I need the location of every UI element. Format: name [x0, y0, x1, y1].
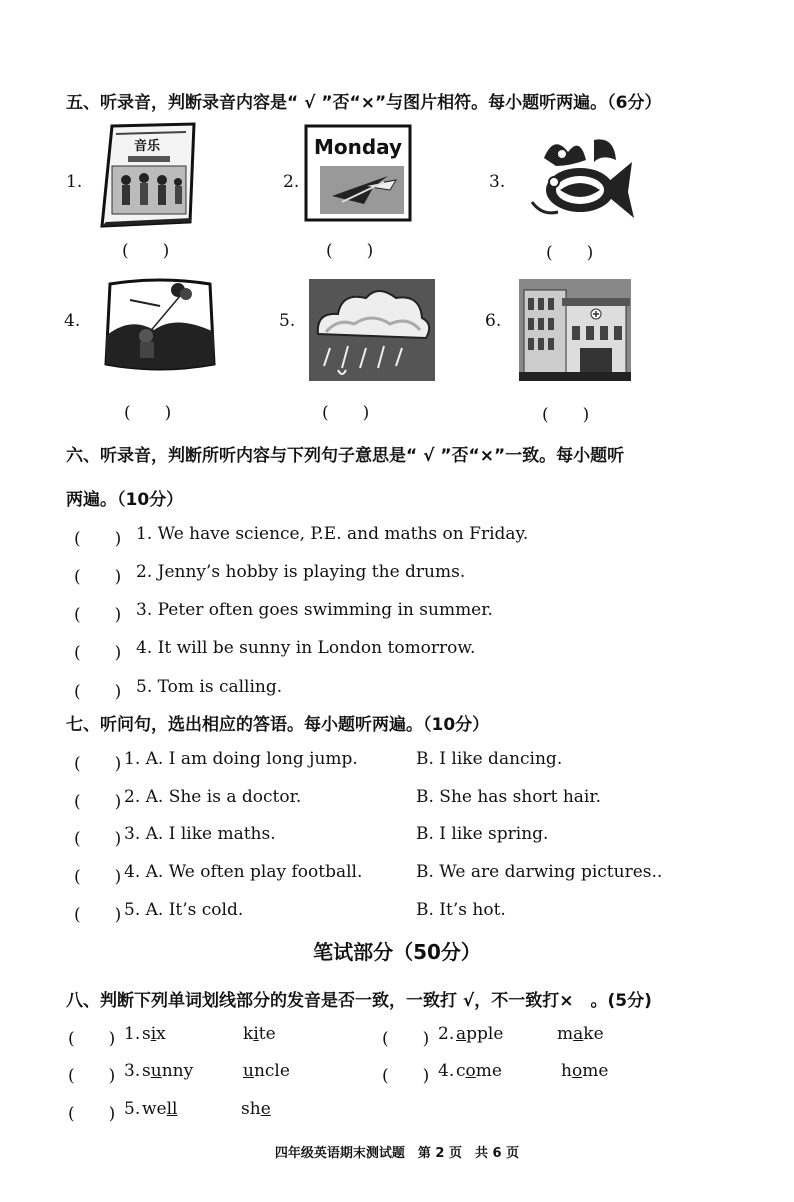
section6-title-line2: 两遍。（10分） — [66, 490, 184, 510]
answer-paren[interactable]: ( ) — [74, 829, 122, 849]
answer-paren[interactable]: ( ) — [546, 243, 594, 263]
answer-paren[interactable]: ( ) — [68, 1104, 116, 1124]
page-footer: 四年级英语期末测试题 第 2 页 共 6 页 — [274, 1146, 520, 1161]
answer-paren[interactable]: ( ) — [74, 754, 122, 774]
word: make — [557, 1024, 604, 1044]
word: well — [142, 1099, 178, 1119]
item-number: 5. — [279, 311, 296, 331]
section5-title: 五、听录音，判断录音内容是“ √ ”否“×”与图片相符。每小题听两遍。（6分） — [66, 93, 662, 113]
word: uncle — [243, 1061, 290, 1081]
answer-paren[interactable]: ( ) — [74, 792, 122, 812]
item-number: 2. — [283, 172, 300, 192]
answer-paren[interactable]: ( ) — [74, 643, 122, 663]
answer-paren[interactable]: ( ) — [322, 403, 370, 423]
option-b: B. She has short hair. — [416, 787, 602, 807]
answer-paren[interactable]: ( ) — [124, 403, 172, 423]
svg-text:音乐: 音乐 — [134, 139, 161, 154]
sentence: 3. Peter often goes swimming in summer. — [136, 600, 493, 620]
answer-paren[interactable]: ( ) — [74, 905, 122, 925]
item-number: 4. — [438, 1061, 455, 1081]
item-number: 5. — [124, 1099, 141, 1119]
answer-paren[interactable]: ( ) — [74, 567, 122, 587]
item-number: 4. — [64, 311, 81, 331]
item-number: 6. — [485, 311, 502, 331]
option-a: 4. A. We often play football. — [124, 862, 363, 882]
option-a: 1. A. I am doing long jump. — [124, 749, 358, 769]
sentence: 5. Tom is calling. — [136, 677, 283, 697]
item-number: 3. — [489, 172, 506, 192]
answer-paren[interactable]: ( ) — [68, 1029, 116, 1049]
option-a: 2. A. She is a doctor. — [124, 787, 302, 807]
answer-paren[interactable]: ( ) — [74, 867, 122, 887]
sentence: 1. We have science, P.E. and maths on Friday. — [136, 524, 529, 544]
option-b: B. It’s hot. — [416, 900, 506, 920]
rain-cloud-icon — [308, 278, 436, 386]
sentence: 4. It will be sunny in London tomorrow. — [136, 638, 476, 658]
item-number: 1. — [124, 1024, 141, 1044]
item-number: 3. — [124, 1061, 141, 1081]
option-a: 3. A. I like maths. — [124, 824, 276, 844]
sentence: 2. Jenny’s hobby is playing the drums. — [136, 562, 466, 582]
answer-paren[interactable]: ( ) — [326, 241, 374, 261]
section8-title: 八、判断下列单词划线部分的发音是否一致，一致打 √，不一致打× 。(5分) — [66, 991, 652, 1011]
section6-title-line1: 六、听录音，判断所听内容与下列句子意思是“ √ ”否“×”一致。每小题听 — [66, 446, 625, 466]
word: sunny — [142, 1061, 194, 1081]
answer-paren[interactable]: ( ) — [382, 1066, 430, 1086]
monday-paper-plane-icon — [304, 124, 414, 226]
hospital-building-icon — [518, 278, 632, 386]
word: kite — [243, 1024, 276, 1044]
item-number: 1. — [66, 172, 83, 192]
answer-paren[interactable]: ( ) — [542, 405, 590, 425]
word: she — [241, 1099, 271, 1119]
section7-title: 七、听问句，选出相应的答语。每小题听两遍。（10分） — [66, 715, 490, 735]
kite-flying-icon — [100, 276, 218, 378]
answer-paren[interactable]: ( ) — [382, 1029, 430, 1049]
option-b: B. We are darwing pictures.. — [416, 862, 663, 882]
svg-text:Monday: Monday — [313, 135, 403, 159]
item-number: 2. — [438, 1024, 455, 1044]
option-a: 5. A. It’s cold. — [124, 900, 244, 920]
answer-paren[interactable]: ( ) — [68, 1066, 116, 1086]
answer-paren[interactable]: ( ) — [74, 529, 122, 549]
word: six — [142, 1024, 166, 1044]
option-b: B. I like spring. — [416, 824, 549, 844]
word: home — [561, 1061, 609, 1081]
music-book-icon — [98, 122, 198, 232]
fish-papercut-icon — [528, 132, 636, 226]
answer-paren[interactable]: ( ) — [74, 605, 122, 625]
word: apple — [456, 1024, 504, 1044]
word: come — [456, 1061, 502, 1081]
written-part-title: 笔试部分（50分） — [313, 940, 481, 964]
answer-paren[interactable]: ( ) — [122, 241, 170, 261]
answer-paren[interactable]: ( ) — [74, 682, 122, 702]
option-b: B. I like dancing. — [416, 749, 563, 769]
